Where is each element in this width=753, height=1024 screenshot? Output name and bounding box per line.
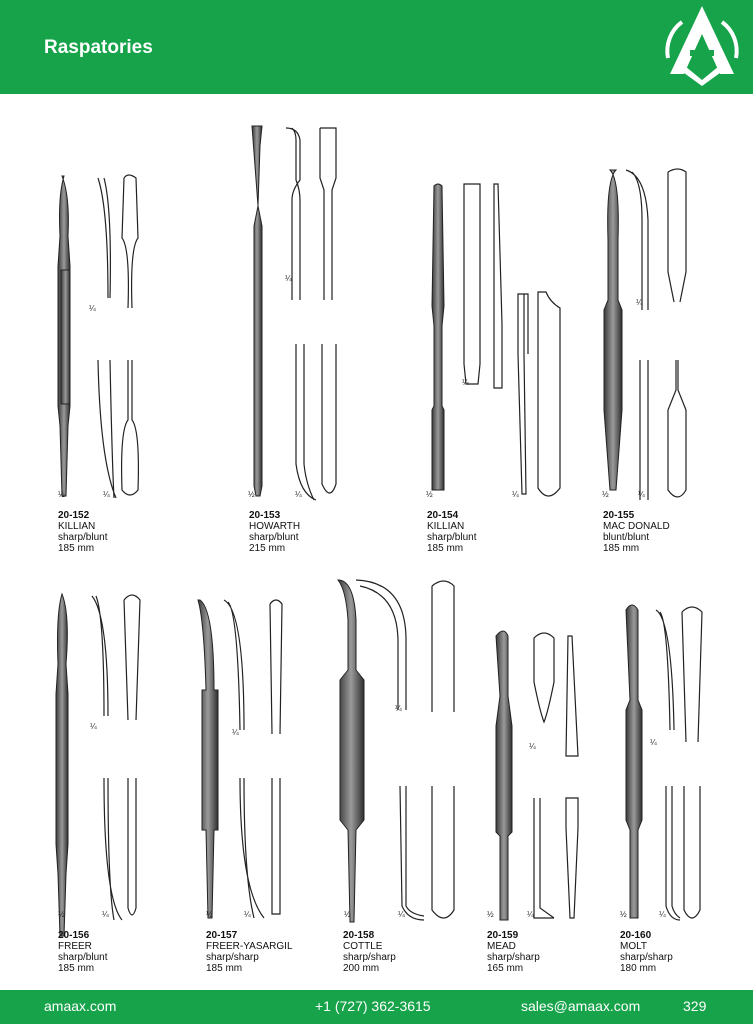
- instrument-20-153-icon: [252, 126, 336, 500]
- scale-marker: ¼: [285, 274, 292, 283]
- product-name: KILLIAN: [427, 521, 465, 532]
- product-type: sharp/sharp: [343, 952, 396, 963]
- product-name: COTTLE: [343, 941, 383, 952]
- instrument-20-160-icon: [626, 605, 702, 920]
- scale-marker: ½: [344, 910, 351, 919]
- instrument-20-152-icon: [58, 175, 138, 498]
- product-caption: [427, 510, 476, 554]
- scale-marker: ¼: [232, 728, 239, 737]
- product-length: 200 mm: [343, 963, 380, 974]
- scale-marker: ¼: [395, 704, 402, 713]
- scale-marker: ½: [487, 910, 494, 919]
- product-caption: [487, 930, 540, 974]
- page-title: Raspatories: [44, 37, 153, 58]
- product-caption: [58, 930, 107, 974]
- scale-marker: ¼: [529, 742, 536, 751]
- product-length: 215 mm: [249, 543, 286, 554]
- product-type: sharp/blunt: [249, 532, 299, 543]
- instrument-20-155-icon: [604, 169, 686, 500]
- scale-marker: ½: [602, 490, 609, 499]
- scale-marker: ½: [58, 490, 65, 499]
- product-type: sharp/sharp: [206, 952, 259, 963]
- product-code: 20-154: [427, 510, 459, 521]
- scale-marker: ¼: [244, 910, 251, 919]
- product-name: FREER: [58, 941, 92, 952]
- scale-marker: ½: [206, 910, 213, 919]
- product-name: KILLIAN: [58, 521, 96, 532]
- product-caption: [603, 510, 670, 554]
- product-length: 180 mm: [620, 963, 657, 974]
- product-length: 185 mm: [206, 963, 243, 974]
- instrument-20-154-icon: [432, 184, 560, 496]
- product-code: 20-160: [620, 930, 652, 941]
- instrument-20-156-icon: [56, 594, 140, 936]
- scale-marker: ½: [58, 910, 65, 919]
- email-link[interactable]: sales@amaax.com: [521, 998, 641, 1014]
- product-code: 20-153: [249, 510, 281, 521]
- product-caption: [620, 930, 673, 974]
- website-link[interactable]: amaax.com: [44, 998, 117, 1014]
- instrument-20-158-icon: [338, 580, 454, 922]
- scale-marker: ¼: [659, 910, 666, 919]
- scale-marker: ¼: [89, 304, 96, 313]
- product-code: 20-155: [603, 510, 635, 521]
- scale-marker: ½: [426, 490, 433, 499]
- product-type: sharp/sharp: [620, 952, 673, 963]
- scale-marker: ¼: [103, 490, 110, 499]
- page-number: 329: [683, 998, 707, 1014]
- scale-marker: ½: [248, 490, 255, 499]
- product-type: sharp/blunt: [58, 532, 108, 543]
- product-name: FREER-YASARGIL: [206, 941, 293, 952]
- phone-number[interactable]: +1 (727) 362-3615: [315, 998, 431, 1014]
- product-code: 20-159: [487, 930, 519, 941]
- product-caption: [343, 930, 396, 974]
- product-name: MOLT: [620, 941, 648, 952]
- product-name: MAC DONALD: [603, 521, 670, 532]
- product-type: sharp/blunt: [58, 952, 108, 963]
- product-name: MEAD: [487, 941, 516, 952]
- product-code: 20-152: [58, 510, 90, 521]
- product-length: 185 mm: [58, 963, 95, 974]
- scale-marker: ¼: [462, 378, 469, 387]
- product-length: 185 mm: [58, 543, 95, 554]
- scale-marker: ¼: [527, 910, 534, 919]
- scale-marker: ½: [620, 910, 627, 919]
- product-caption: [58, 510, 107, 554]
- product-type: sharp/blunt: [427, 532, 477, 543]
- scale-marker: ¼: [638, 490, 645, 499]
- scale-marker: ¼: [512, 490, 519, 499]
- product-length: 185 mm: [603, 543, 640, 554]
- product-length: 185 mm: [427, 543, 464, 554]
- product-code: 20-158: [343, 930, 375, 941]
- product-code: 20-157: [206, 930, 238, 941]
- instrument-20-157-icon: [198, 600, 282, 918]
- scale-marker: ¼: [102, 910, 109, 919]
- product-code: 20-156: [58, 930, 90, 941]
- product-length: 165 mm: [487, 963, 524, 974]
- product-caption: [249, 510, 300, 554]
- product-type: sharp/sharp: [487, 952, 540, 963]
- scale-marker: ¼: [295, 490, 302, 499]
- scale-marker: ¼: [90, 722, 97, 731]
- product-type: blunt/blunt: [603, 532, 650, 543]
- page-footer: [0, 990, 753, 1024]
- instrument-20-159-icon: [496, 631, 578, 920]
- scale-marker: ¼: [650, 738, 657, 747]
- scale-marker: ¼: [398, 910, 405, 919]
- product-caption: [206, 930, 293, 974]
- product-name: HOWARTH: [249, 521, 301, 532]
- scale-marker: ¼: [636, 298, 643, 307]
